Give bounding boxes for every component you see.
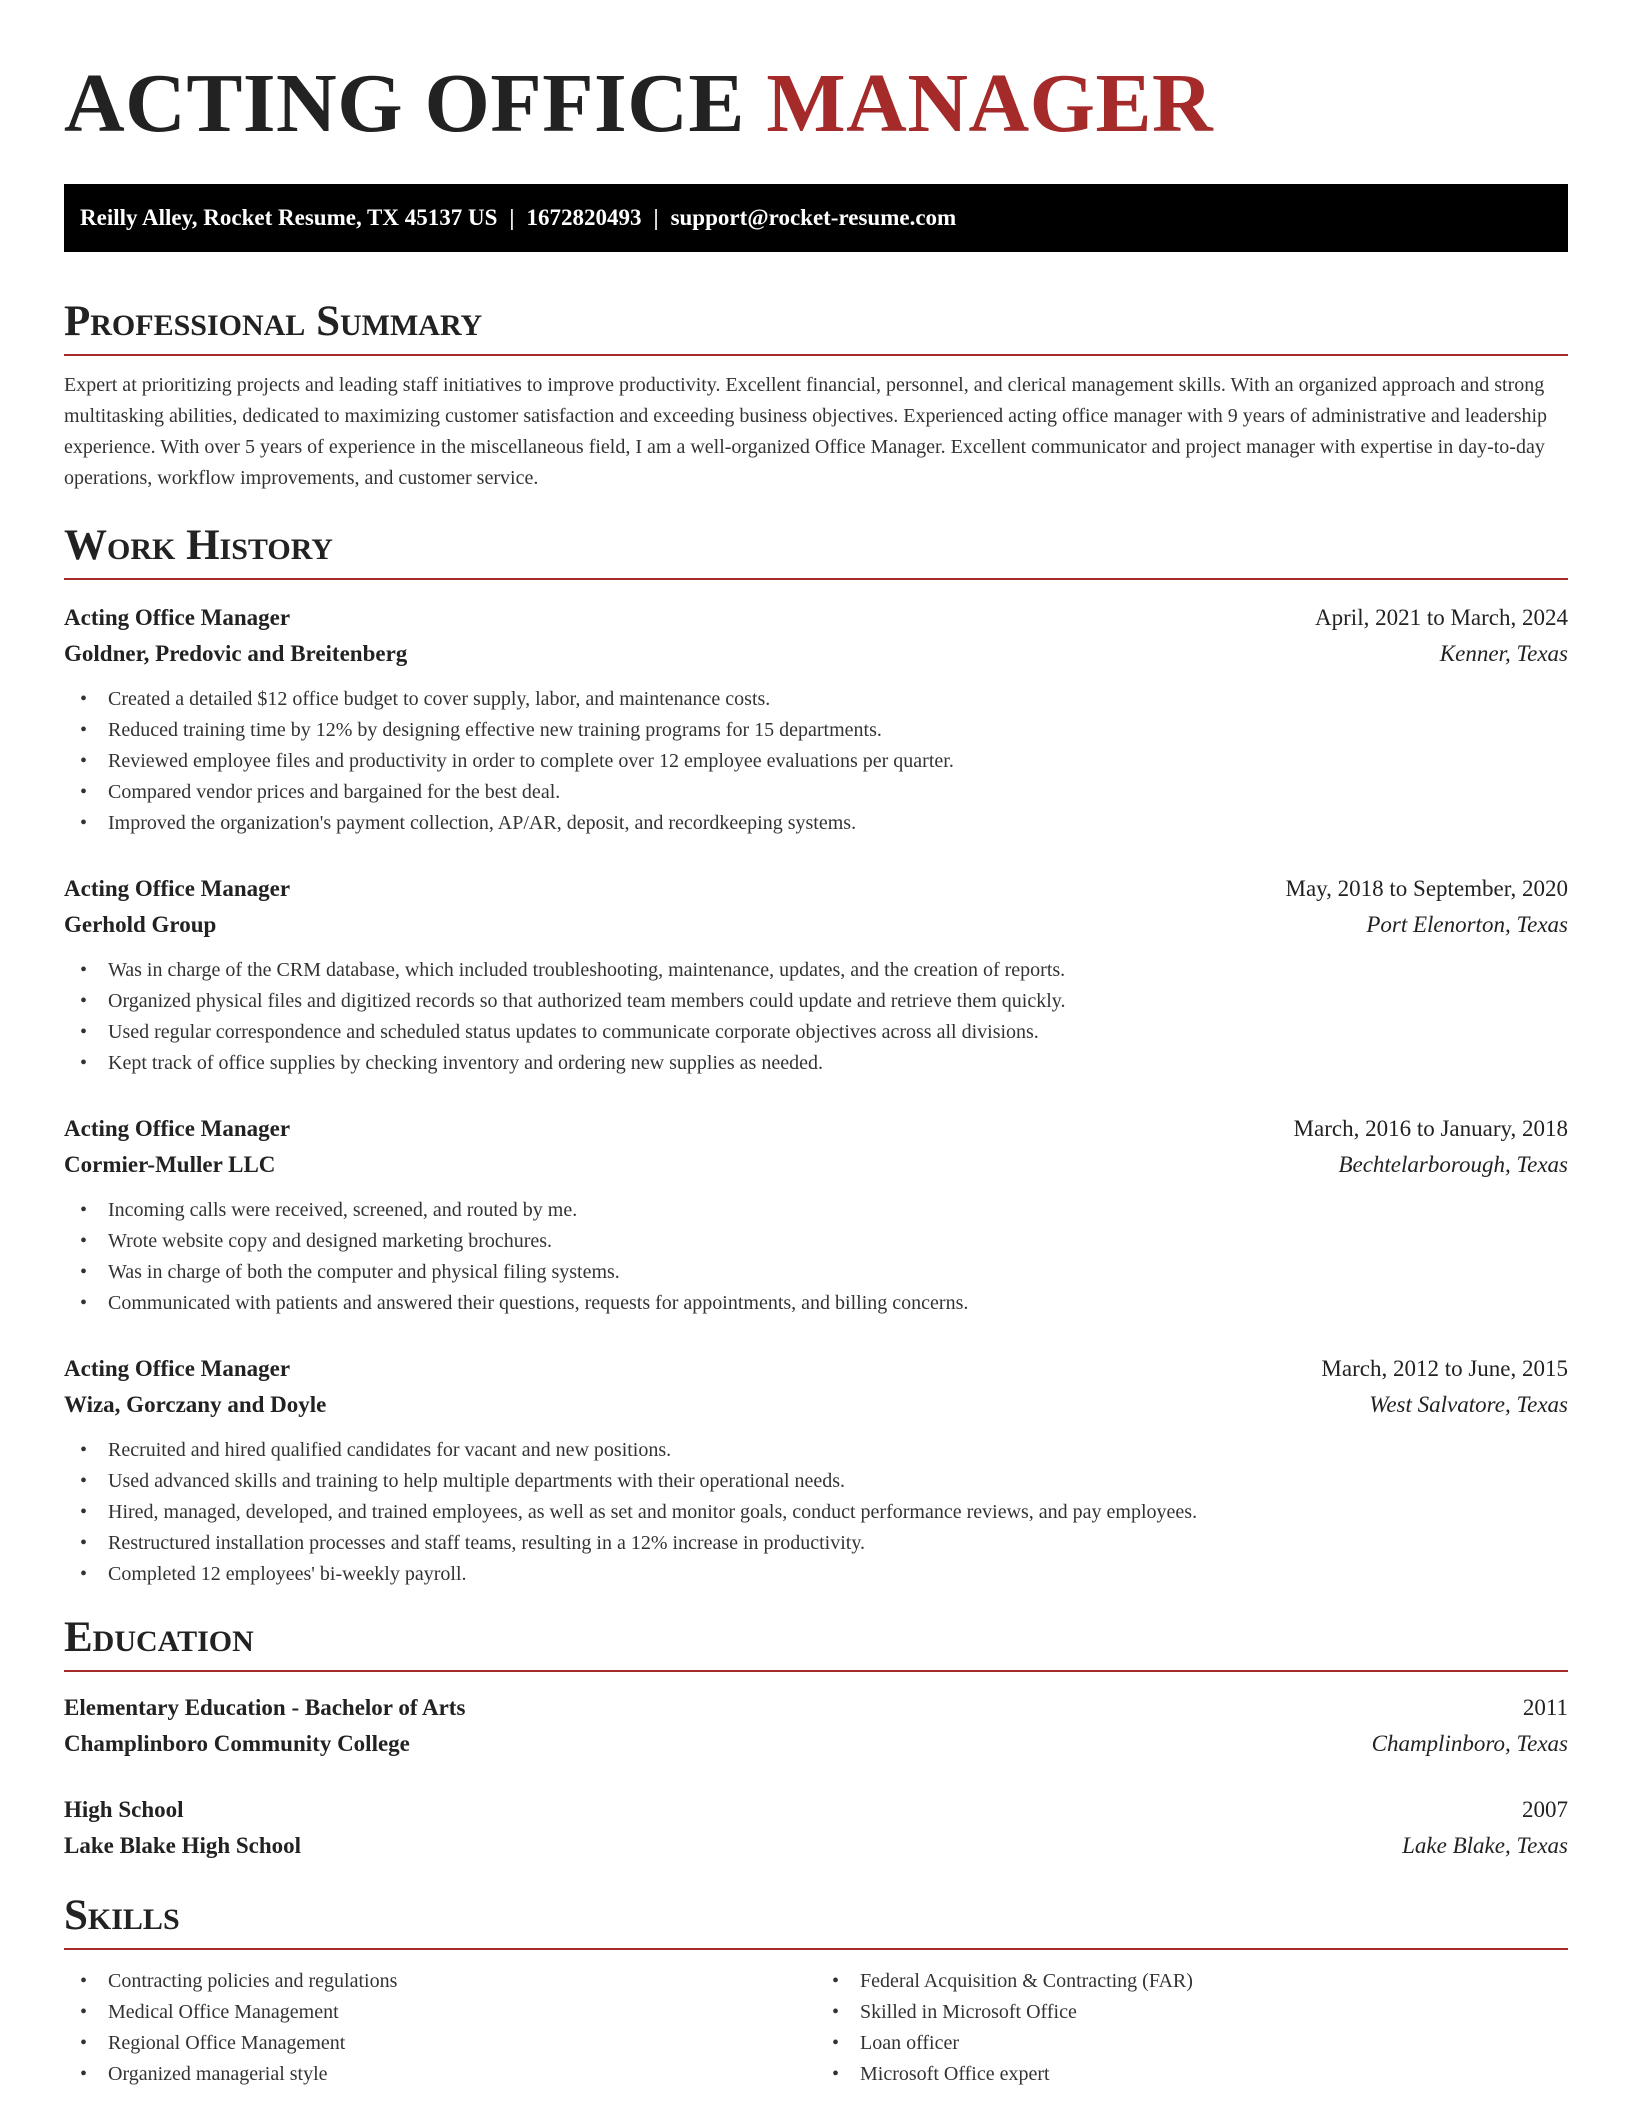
list-item: • Kept track of office supplies by checking inventory and ordering new supplies as needed. bbox=[64, 1048, 1568, 1079]
list-item: • Communicated with patients and answered their questions, requests for appointments, and billing concerns. bbox=[64, 1288, 1568, 1319]
job-company: Wiza, Gorczany and Doyle bbox=[64, 1392, 327, 1417]
skill-item: • Skilled in Microsoft Office bbox=[816, 1997, 1568, 2028]
job-title: Acting Office Manager bbox=[64, 605, 291, 630]
job-entry bbox=[64, 600, 1568, 839]
job-company-row bbox=[64, 907, 1568, 943]
job-title: Acting Office Manager bbox=[64, 1116, 291, 1141]
job-entry bbox=[64, 1111, 1568, 1319]
job-title-row bbox=[64, 1351, 1568, 1387]
job-location: Kenner, Texas bbox=[1439, 641, 1568, 666]
job-entry bbox=[64, 871, 1568, 1079]
job-location: Port Elenorton, Texas bbox=[1366, 912, 1568, 937]
contact-email[interactable]: support@rocket-resume.com bbox=[670, 205, 957, 230]
job-dates: March, 2016 to January, 2018 bbox=[1293, 1116, 1568, 1141]
job-title: Acting Office Manager bbox=[64, 876, 291, 901]
list-item: • Wrote website copy and designed marketing brochures. bbox=[64, 1226, 1568, 1257]
contact-address: Reilly Alley, Rocket Resume, TX 45137 US bbox=[80, 205, 498, 230]
skills-column-left bbox=[64, 1966, 816, 2090]
job-dates: March, 2012 to June, 2015 bbox=[1321, 1356, 1568, 1381]
education-degree-row bbox=[64, 1792, 1568, 1828]
job-bullets bbox=[64, 955, 1568, 1079]
list-item: • Incoming calls were received, screened, and routed by me. bbox=[64, 1195, 1568, 1226]
job-bullets bbox=[64, 1195, 1568, 1319]
list-item: • Hired, managed, developed, and trained employees, as well as set and monitor goals, conduct performance reviews, and pay employees. bbox=[64, 1497, 1568, 1528]
list-item: • Reduced training time by 12% by designing effective new training programs for 15 departments. bbox=[64, 715, 1568, 746]
education-school: Lake Blake High School bbox=[64, 1833, 302, 1858]
job-company-row bbox=[64, 636, 1568, 672]
job-entry bbox=[64, 1351, 1568, 1590]
summary-heading: Professional Summary bbox=[64, 296, 1568, 356]
contact-bar bbox=[64, 184, 1568, 252]
job-location: Bechtelarborough, Texas bbox=[1338, 1152, 1568, 1177]
list-item: • Was in charge of both the computer and physical filing systems. bbox=[64, 1257, 1568, 1288]
skill-item: • Microsoft Office expert bbox=[816, 2059, 1568, 2090]
education-school: Champlinboro Community College bbox=[64, 1731, 410, 1756]
skills-heading: Skills bbox=[64, 1890, 1568, 1950]
list-item: • Completed 12 employees' bi-weekly payroll. bbox=[64, 1559, 1568, 1590]
resume-title bbox=[64, 0, 1568, 150]
job-company-row bbox=[64, 1147, 1568, 1183]
list-item: • Was in charge of the CRM database, which included troubleshooting, maintenance, updates, and the creation of reports. bbox=[64, 955, 1568, 986]
list-item: • Compared vendor prices and bargained for the best deal. bbox=[64, 777, 1568, 808]
job-title-row bbox=[64, 1111, 1568, 1147]
education-degree: High School bbox=[64, 1797, 184, 1822]
skill-item: • Medical Office Management bbox=[64, 1997, 816, 2028]
list-item: • Restructured installation processes and staff teams, resulting in a 12% increase in productivity. bbox=[64, 1528, 1568, 1559]
title-accent: MANAGER bbox=[766, 57, 1214, 150]
education-entry bbox=[64, 1690, 1568, 1762]
education-degree: Elementary Education - Bachelor of Arts bbox=[64, 1695, 466, 1720]
skill-item: • Federal Acquisition & Contracting (FAR) bbox=[816, 1966, 1568, 1997]
education-location: Lake Blake, Texas bbox=[1402, 1833, 1568, 1858]
education-heading: Education bbox=[64, 1612, 1568, 1672]
job-location: West Salvatore, Texas bbox=[1369, 1392, 1568, 1417]
education-school-row bbox=[64, 1726, 1568, 1762]
job-company: Goldner, Predovic and Breitenberg bbox=[64, 641, 408, 666]
contact-separator: | bbox=[653, 205, 659, 230]
list-item: • Used advanced skills and training to help multiple departments with their operational needs. bbox=[64, 1466, 1568, 1497]
education-year: 2007 bbox=[1522, 1797, 1568, 1822]
job-company: Gerhold Group bbox=[64, 912, 217, 937]
list-item: • Created a detailed $12 office budget to cover supply, labor, and maintenance costs. bbox=[64, 684, 1568, 715]
work-history-heading: Work History bbox=[64, 520, 1568, 580]
job-dates: May, 2018 to September, 2020 bbox=[1285, 876, 1568, 901]
job-title-row bbox=[64, 871, 1568, 907]
education-location: Champlinboro, Texas bbox=[1371, 1731, 1568, 1756]
job-title: Acting Office Manager bbox=[64, 1356, 291, 1381]
skills-list bbox=[64, 1966, 1568, 2090]
job-title-row bbox=[64, 600, 1568, 636]
skill-item: • Organized managerial style bbox=[64, 2059, 816, 2090]
skill-item: • Contracting policies and regulations bbox=[64, 1966, 816, 1997]
list-item: • Organized physical files and digitized records so that authorized team members could update and retrieve them quickly. bbox=[64, 986, 1568, 1017]
education-school-row bbox=[64, 1828, 1568, 1864]
skill-item: • Loan officer bbox=[816, 2028, 1568, 2059]
skills-column-right bbox=[816, 1966, 1568, 2090]
education-entry bbox=[64, 1792, 1568, 1864]
skill-item: • Regional Office Management bbox=[64, 2028, 816, 2059]
job-bullets bbox=[64, 1435, 1568, 1590]
education-degree-row bbox=[64, 1690, 1568, 1726]
skills-bullets bbox=[816, 1966, 1568, 2090]
contact-phone: 1672820493 bbox=[526, 205, 642, 230]
skills-bullets bbox=[64, 1966, 816, 2090]
contact-separator: | bbox=[509, 205, 515, 230]
summary-text: Expert at prioritizing projects and leading staff initiatives to improve productivity. Excellent financial, personnel, and clerical management skills. With an organized approach and strong multitasking abilities, dedicated to maximizing customer satisfaction and exceeding business objectives. Experienced acting office manager with 9 years of administrative and leadership experience. With over 5 years of experience in the miscellaneous field, I am a well-organized Office Manager. Excellent communicator and project manager with expertise in day-to-day operations, workflow improvements, and customer service. bbox=[64, 374, 1548, 489]
list-item: • Improved the organization's payment collection, AP/AR, deposit, and recordkeeping systems. bbox=[64, 808, 1568, 839]
job-dates: April, 2021 to March, 2024 bbox=[1315, 605, 1568, 630]
education-year: 2011 bbox=[1522, 1695, 1568, 1720]
list-item: • Reviewed employee files and productivity in order to complete over 12 employee evaluations per quarter. bbox=[64, 746, 1568, 777]
list-item: • Recruited and hired qualified candidates for vacant and new positions. bbox=[64, 1435, 1568, 1466]
title-main: ACTING OFFICE bbox=[64, 57, 767, 150]
job-company: Cormier-Muller LLC bbox=[64, 1152, 276, 1177]
job-bullets bbox=[64, 684, 1568, 839]
list-item: • Used regular correspondence and scheduled status updates to communicate corporate objectives across all divisions. bbox=[64, 1017, 1568, 1048]
job-company-row bbox=[64, 1387, 1568, 1423]
